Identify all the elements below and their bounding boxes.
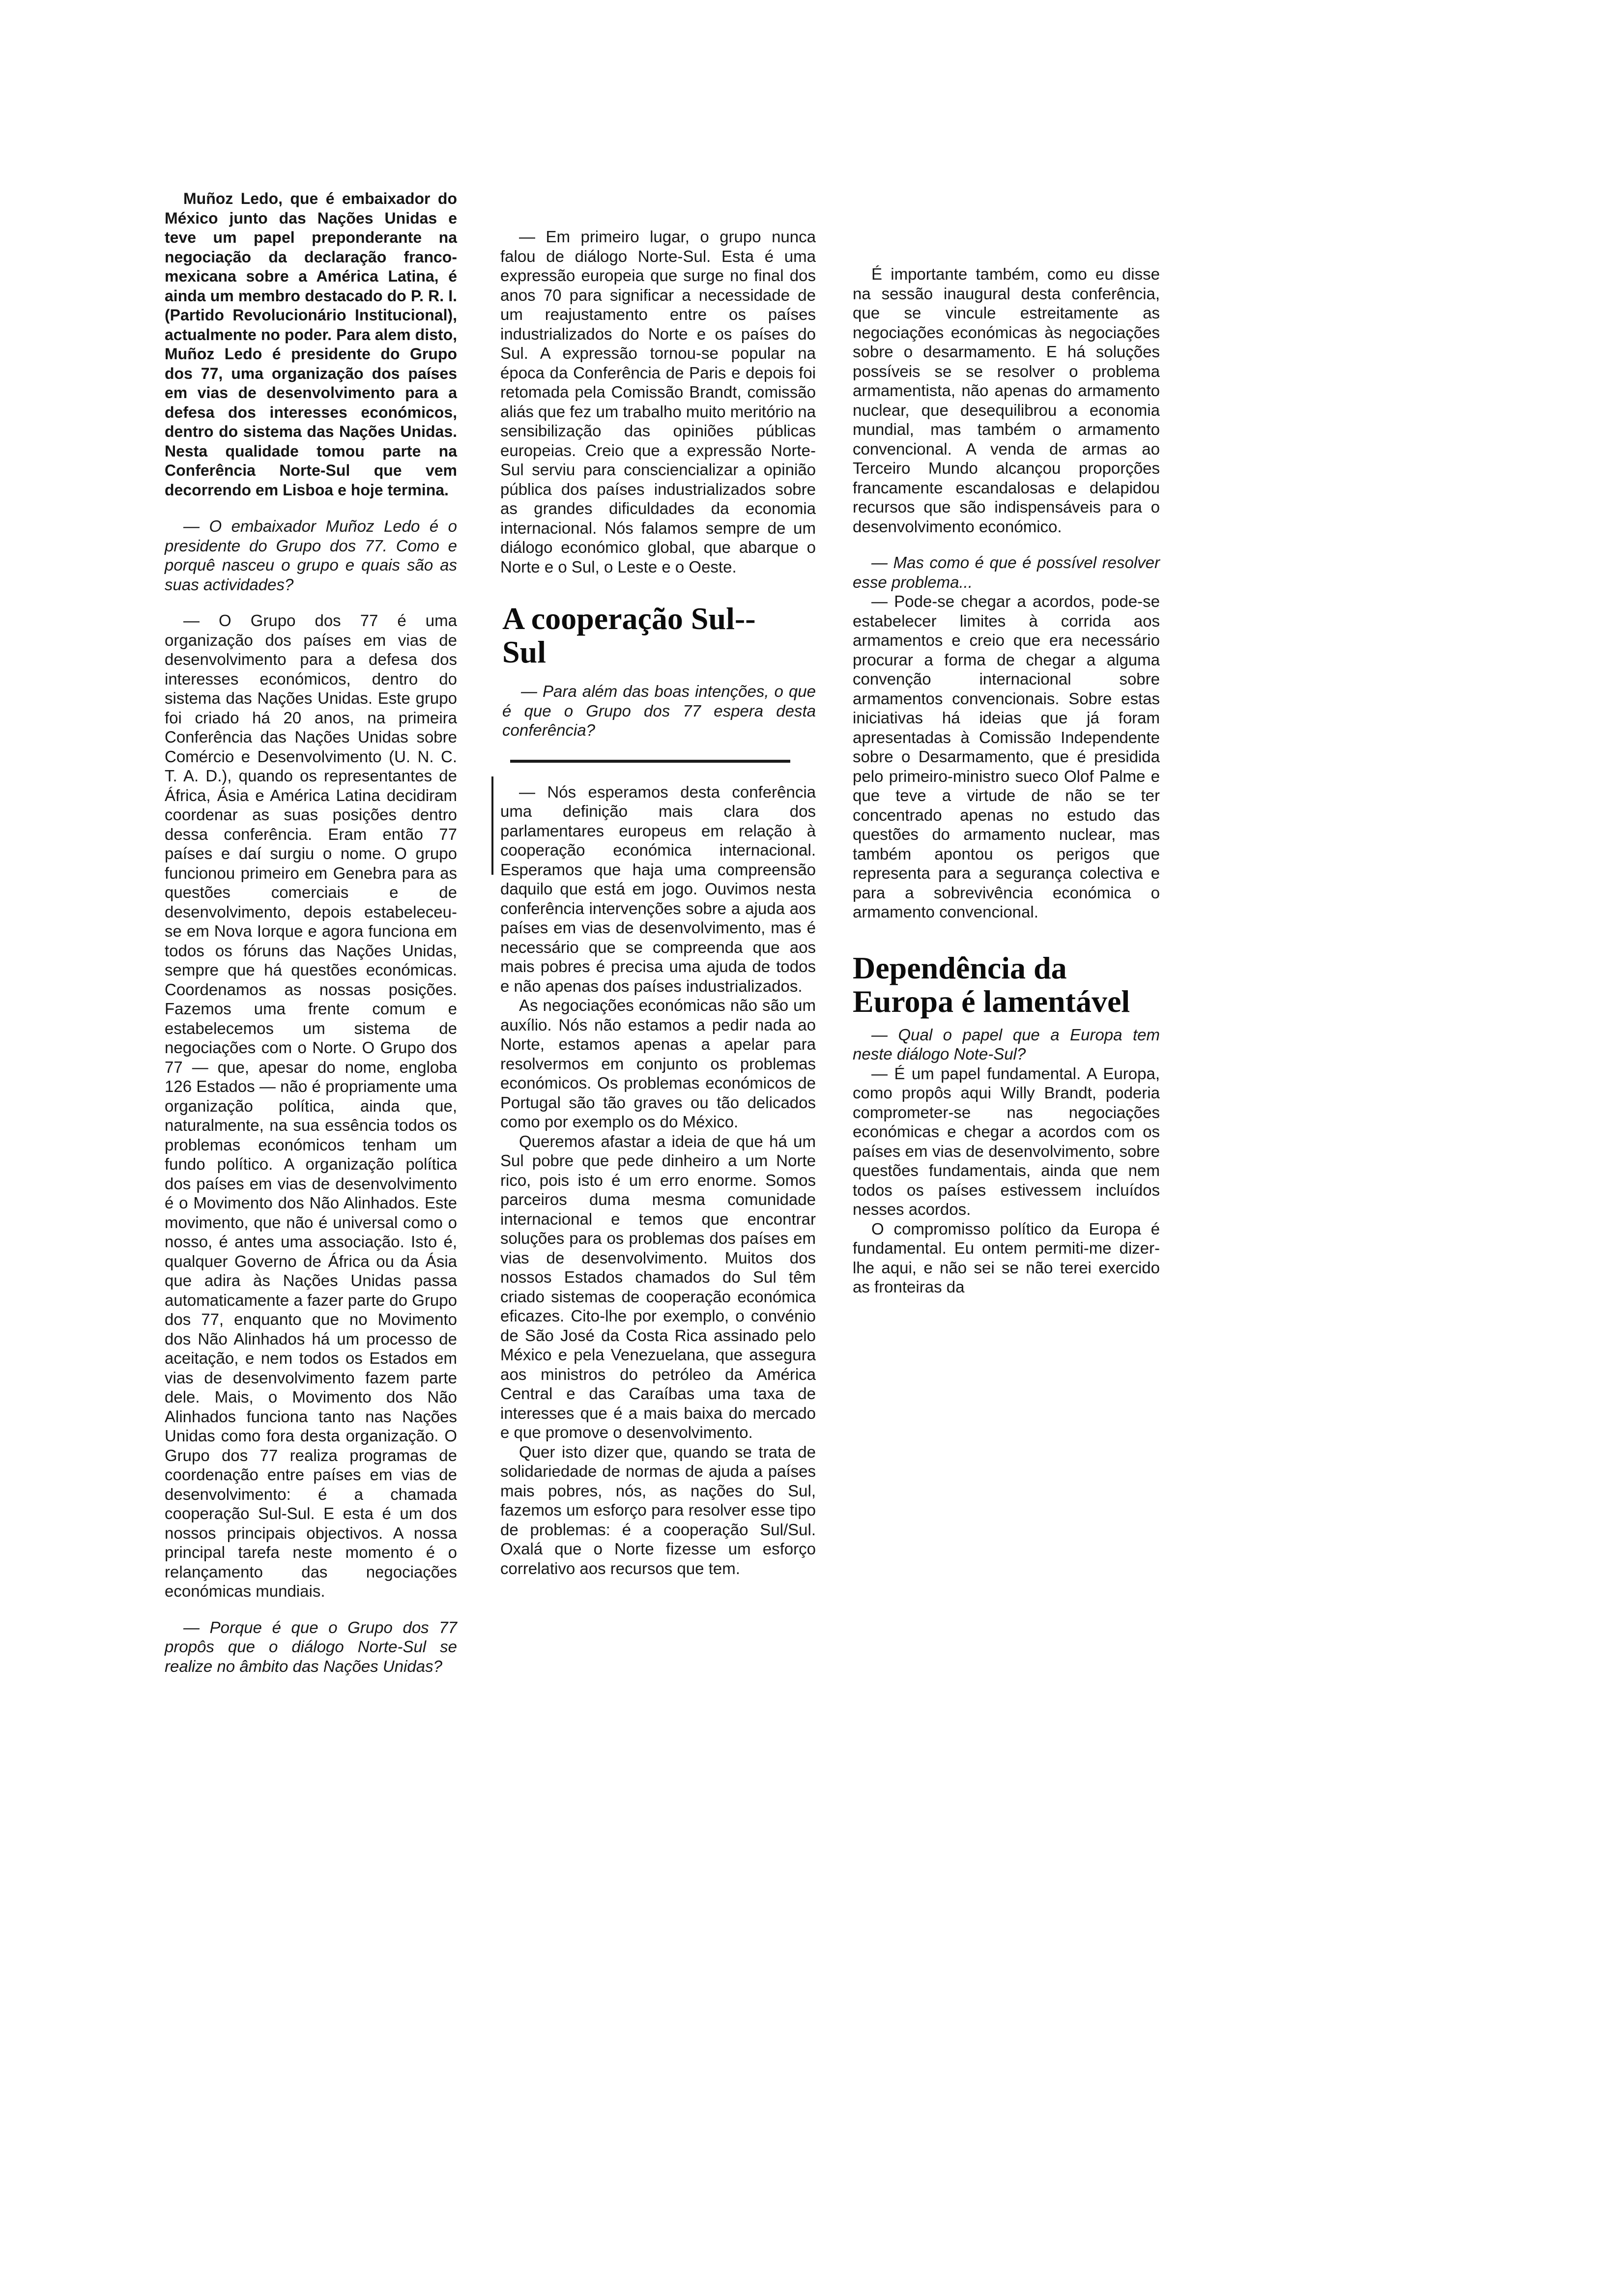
answer-2: — Em primeiro lugar, o grupo nunca falou de diálogo Norte-Sul. Esta é uma expressão europeia que surge no final dos anos 70 para significar a necessidade de um reajustamento entre os países industrializados do Norte e os países do Sul. A expressão tornou-se popular na época da Conferência de Paris e depois foi retomada pela Comissão Brandt, comissão aliás que fez um trabalho muito meritório na sensibilização das opiniões públicas europeias. Creio que a expressão Norte-Sul serviu para consciencializar a opinião pública dos países industrializados sobre as grandes dificuldades da economia internacional. Nós falamos sempre de um diálogo económico global, que abarque o Norte e o Sul, o Leste e o Oeste.: [500, 228, 816, 576]
answer-5: — É um papel fundamental. A Europa, como propôs aqui Willy Brandt, poderia comprometer-se nas negociações económicas e chegar a acordos com os países em vias de desenvolvimento, sobre questões fundamentais, ainda que nem todos os países estivessem incluídos nesses acordos.: [853, 1064, 1160, 1218]
subhead-rule-1: [510, 760, 790, 763]
question-3: — Para além das boas intenções, o que é que o Grupo dos 77 espera desta conferência?: [502, 682, 816, 739]
answer-3-part-4: Quer isto dizer que, quando se trata de solidariedade de normas de ajuda a países mais pobres, nós, as nações do Sul, fazemos um esforço para resolver esse tipo de problemas: é a cooperação Sul/Sul. Oxalá que o Norte fizesse um esforço correlativo aos recursos que tem.: [500, 1442, 816, 1578]
subhead-2: Dependência da Europa é lamentável: [853, 950, 1130, 1019]
answer-4: — Pode-se chegar a acordos, pode-se estabelecer limites à corrida aos armamentos e creio que era necessário procurar a forma de chegar a alguma convenção internacional sobre armamentos convencionais. Sobre estas iniciativas há ideias que já foram apresentadas à Comissão Independente sobre o Desarmamento, que é presidida pelo primeiro-ministro sueco Olof Palme e que teve a virtude de não se ter concentrado apenas no estudo das questões do armamento nuclear, mas também apontou os perigos que representa para a segurança colectiva e para a sobrevivência económica o armamento convencional.: [853, 592, 1160, 921]
question-4: — Mas como é que é possível resolver esse problema...: [853, 553, 1160, 591]
column-1: [165, 189, 457, 1676]
answer-3-part-1: — Nós esperamos desta conferência uma definição mais clara dos parlamentares europeus em relação à cooperação económica internacional. Esperamos que haja uma compreensão daquilo que está em jogo. Ouvimos nesta conferência intervenções sobre a ajuda aos países em vias de desenvolvimento, mas é necessário que se compreenda que aos mais pobres é precisa uma ajuda de todos e não apenas dos países industrializados.: [500, 782, 816, 995]
subhead-1: A cooperação Sul--Sul: [502, 601, 756, 669]
question-2: — Porque é que o Grupo dos 77 propôs que o diálogo Norte-Sul se realize no âmbito das Nações Unidas?: [165, 1618, 457, 1675]
article-intro: Muñoz Ledo, que é embaixador do México junto das Nações Unidas e teve um papel preponderante na negociação da declaração franco-mexicana sobre a América Latina, é ainda um membro destacado do P. R. I. (Partido Revolucionário Institucional), actualmente no poder. Para alem disto, Muñoz Ledo é presidente do Grupo dos 77, uma organização dos países em vias de desenvolvimento para a defesa dos interesses económicos, dentro do sistema das Nações Unidas. Nesta qualidade tomou parte na Conferência Norte-Sul que vem decorrendo em Lisboa e hoje termina.: [165, 190, 457, 499]
subhead-side-rule-1: [491, 776, 493, 875]
column-3: [853, 264, 1160, 1297]
answer-3-part-2: As negociações económicas não são um auxílio. Nós não estamos a pedir nada ao Norte, estamos apenas a apelar para resolvermos em conjunto os problemas económicos. Os problemas económicos de Portugal são tão graves ou tão delicados como por exemplo os do México.: [500, 996, 816, 1131]
question-5: — Qual o papel que a Europa tem neste diálogo Note-Sul?: [853, 1025, 1160, 1063]
subhead-box-1: [500, 602, 816, 740]
answer-3-part-3: Queremos afastar a ideia de que há um Sul pobre que pede dinheiro a um Norte rico, pois isto é um erro enorme. Somos parceiros duma mesma comunidade internacional e temos que encontrar soluções para os problemas dos países em vias de desenvolvimento. Muitos dos nossos Estados chamados do Sul têm criado sistemas de cooperação económica eficazes. Cito-lhe por exemplo, o convénio de São José da Costa Rica assinado pelo México e pela Venezuelana, que assegura aos ministros do petróleo da América Central e das Caraíbas uma taxa de interesses que é a mais baixa do mercado e que promove o desenvolvimento.: [500, 1132, 816, 1441]
question-1: — O embaixador Muñoz Ledo é o presidente do Grupo dos 77. Como e porquê nasceu o grupo e quais são as suas actividades?: [165, 517, 457, 594]
column-2: [500, 227, 816, 1578]
answer-3-part-5: É importante também, como eu disse na sessão inaugural desta conferência, que se vincule estreitamente as negociações económicas às negociações sobre o desarmamento. E há soluções possíveis se se resolver o problema armamentista, não apenas do armamento nuclear, que desequilibrou a economia mundial, mas também o armamento convencional. A venda de armas ao Terceiro Mundo alcançou proporções francamente escandalosas e delapidou recursos que são indispensáveis para o desenvolvimento económico.: [853, 265, 1160, 536]
answer-1: — O Grupo dos 77 é uma organização dos países em vias de desenvolvimento para a defesa dos interesses económicos, dentro do sistema das Nações Unidas. Este grupo foi criado há 20 anos, na primeira Conferência das Nações Unidas sobre Comércio e Desenvolvimento (U. N. C. T. A. D.), quando os representantes de África, Ásia e América Latina decidiram coordenar as suas posições dentro dessa conferência. Eram então 77 países e daí surgiu o nome. O grupo funcionou primeiro em Genebra para as questões comerciais e de desenvolvimento, depois estabeleceu-se em Nova Iorque e agora funciona em todos os fóruns das Nações Unidas, sempre que há questões económicas. Coordenamos as nossas posições. Fazemos uma frente comum e estabelecemos um sistema de negociações com o Norte. O Grupo dos 77 — que, apesar do nome, engloba 126 Estados — não é propriamente uma organização política, ainda que, naturalmente, na sua essência todos os problemas económicos tenham um fundo político. A organização política dos países em vias de desenvolvimento é o Movimento dos Não Alinhados. Este movimento, que não é universal como o nosso, é antes uma associação. Isto é, qualquer Governo de África ou da Ásia que adira às Nações Unidas passa automaticamente a fazer parte do Grupo dos 77, enquanto que no Movimento dos Não Alinhados há um processo de aceitação, e nem todos os Estados em vias de desenvolvimento fazem parte dele. Mais, o Movimento dos Não Alinhados funciona tanto nas Nações Unidas como fora desta organização. O Grupo dos 77 realiza programas de coordenação entre países em vias de desenvolvimento: é a chamada cooperação Sul-Sul. E esta é um dos nossos principais objectivos. A nossa principal tarefa neste momento é o relançamento das negociações económicas mundiais.: [165, 611, 457, 1600]
answer-6: O compromisso político da Europa é fundamental. Eu ontem permiti-me dizer-lhe aqui, e não sei se não terei exercido as fronteiras da: [853, 1219, 1160, 1296]
